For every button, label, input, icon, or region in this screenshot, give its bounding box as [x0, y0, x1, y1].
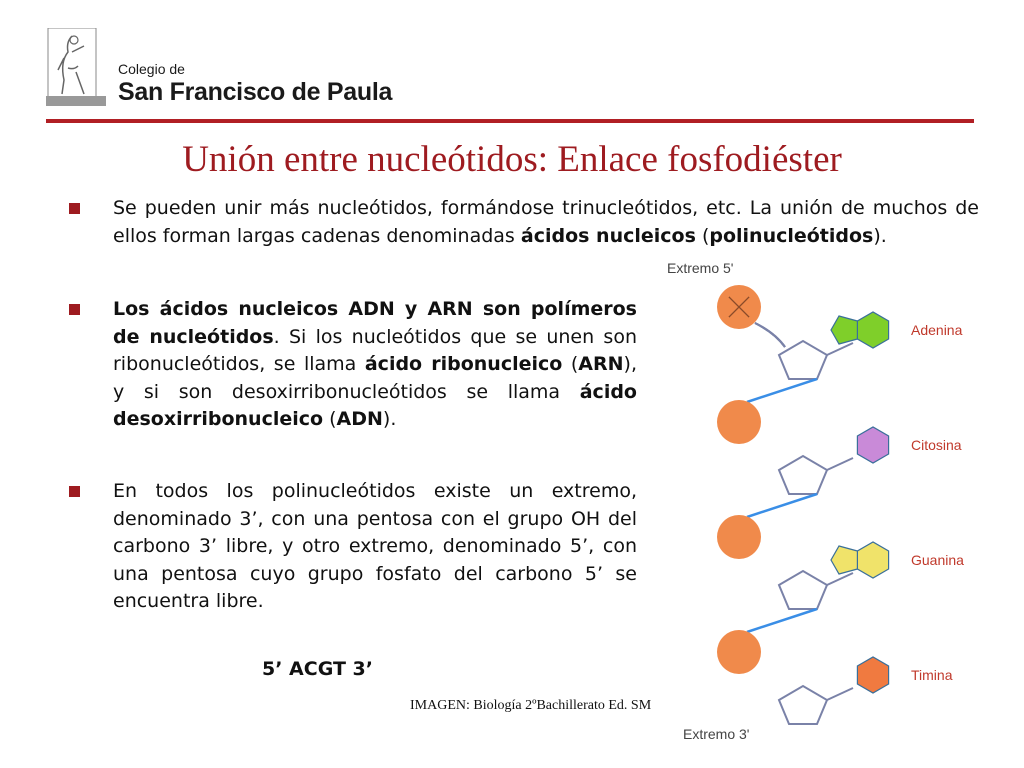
nitrogen-base-ring — [857, 657, 888, 693]
slide-title: Unión entre nucleótidos: Enlace fosfodiéster — [182, 139, 842, 180]
polynucleotide-diagram — [663, 255, 993, 763]
bullet-text: ( — [562, 353, 579, 375]
nitrogen-base-ring — [857, 542, 888, 578]
school-name — [118, 61, 392, 107]
pentose-sugar — [779, 456, 827, 494]
phosphodiester-bond — [747, 379, 817, 402]
nitrogen-base-ring — [857, 427, 888, 463]
base-label-adenina: Adenina — [911, 322, 963, 338]
bullet-bold-text: ácidos nucleicos — [520, 224, 696, 247]
bullet-bold-text: Los ácidos nucleicos ADN y ARN son polímeros de nucleótidos — [113, 298, 637, 348]
school-logo — [46, 28, 108, 108]
pentose-sugar — [779, 571, 827, 609]
phosphodiester-bond — [747, 609, 817, 632]
bullet-square-icon — [69, 304, 80, 315]
school-name-line1: Colegio de — [118, 61, 185, 77]
bullet-square-icon — [69, 486, 80, 497]
phosphate-group — [717, 630, 761, 674]
bullet-text: ), y si son desoxirribonucleótidos se llama — [113, 353, 637, 403]
bullet-bold-text: polinucleótidos — [709, 224, 874, 247]
phosphate-group — [717, 515, 761, 559]
bullet-chain-ends — [113, 478, 637, 616]
school-name-line2: San Francisco de Paula — [118, 78, 393, 106]
sequence-example: 5’ ACGT 3’ — [262, 658, 373, 680]
base-label-citosina: Citosina — [911, 437, 962, 453]
nucleotide-unit-adenina — [717, 285, 963, 402]
bullet-bold-text: ARN — [578, 353, 624, 375]
header-divider — [46, 119, 974, 123]
pentose-sugar — [779, 341, 827, 379]
diagram-label-5-end: Extremo 5' — [667, 260, 734, 276]
bullet-polynucleotides — [113, 195, 979, 250]
bullet-bold-text: ácido desoxirribonucleico — [113, 380, 637, 430]
base-label-timina: Timina — [911, 667, 953, 683]
phosphate-group — [717, 400, 761, 444]
bullet-nucleic-acids — [113, 296, 637, 434]
phosphodiester-bond — [747, 494, 817, 517]
base-label-guanina: Guanina — [911, 552, 964, 568]
bullet-text: ( — [695, 224, 710, 247]
nitrogen-base-ring — [857, 312, 888, 348]
diagram-label-3-end: Extremo 3' — [683, 726, 750, 742]
bullet-text: Se pueden unir más nucleótidos, formándose trinucleótidos, etc. La unión de muchos de ellos forman largas cadenas denominadas — [113, 197, 979, 247]
nucleotide-unit-timina — [717, 297, 953, 724]
bullet-square-icon — [69, 203, 80, 214]
bullet-bold-text: ADN — [336, 408, 383, 430]
bullet-text: ). — [873, 224, 887, 247]
bullet-text: ( — [323, 408, 337, 430]
image-credit: IMAGEN: Biología 2ºBachillerato Ed. SM — [410, 698, 652, 713]
pentose-sugar — [779, 686, 827, 724]
bullet-text: . Si los nucleótidos que se unen son ribonucleótidos, se llama — [113, 325, 637, 375]
bullet-bold-text: ácido ribonucleico — [364, 353, 563, 375]
bullet-text: En todos los polinucleótidos existe un extremo, denominado 3’, con una pentosa con el grupo OH del carbono 3’ libre, y otro extremo, denominado 5’, con una pentosa cuyo grupo fosfato del carbono 5’ se encuentra libre. — [113, 480, 637, 612]
bullet-text: ). — [382, 408, 397, 430]
